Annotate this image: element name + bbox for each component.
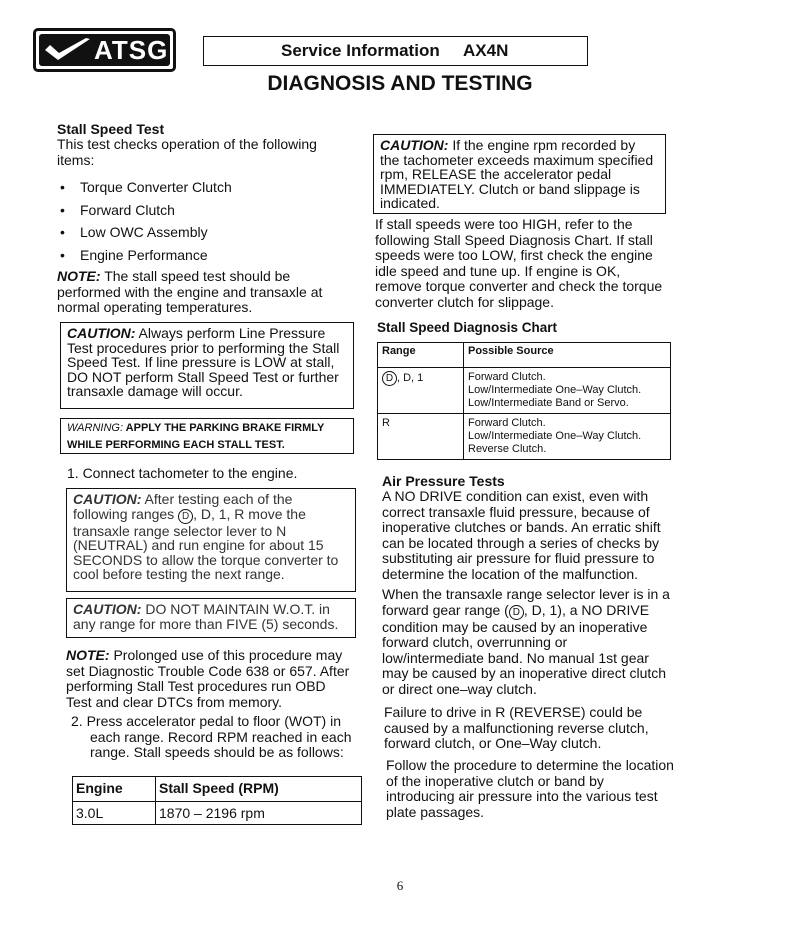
caution-label: CAUTION: xyxy=(73,601,142,617)
drive-range-circle-icon: D xyxy=(509,605,524,620)
air-pressure-heading: Air Pressure Tests xyxy=(382,473,505,489)
table-header: Stall Speed (RPM) xyxy=(156,777,362,802)
page-title: DIAGNOSIS AND TESTING xyxy=(267,72,533,95)
note-dtc: NOTE: Prolonged use of this procedure may set Diagnostic Trouble Code 638 or 657. After performing Stall Test procedures run OBD Test and clear DTCs from memory. xyxy=(66,647,350,710)
note-label: NOTE: xyxy=(57,268,101,284)
air-pressure-paragraph-1: A NO DRIVE condition can exist, even with correct transaxle fluid pressure, because of inoperative clutches or bands. An erratic shift can be located through a series of checks by substituting air pressure for fluid pressure to determine the location of the malfunction. xyxy=(382,488,661,582)
stall-speed-table xyxy=(72,776,362,825)
diagnosis-chart-title: Stall Speed Diagnosis Chart xyxy=(377,320,558,335)
model-label: AX4N xyxy=(463,41,509,60)
air-pressure-paragraph-3: Failure to drive in R (REVERSE) could be caused by a malfunctioning reverse clutch, forward clutch, or One–Way clutch. xyxy=(384,704,649,751)
table-header-row xyxy=(73,777,362,802)
warning-parking-brake-box: WARNING: APPLY THE PARKING BRAKE FIRMLY WHILE PERFORMING EACH STALL TEST. xyxy=(60,418,354,454)
drive-range-circle-icon: D xyxy=(382,371,397,386)
table-header-row xyxy=(378,343,671,368)
table-cell: D , D, 1 xyxy=(378,368,464,414)
service-label: Service Information xyxy=(281,41,440,60)
caution-line-pressure-box: CAUTION: Always perform Line Pressure Test procedures prior to performing the Stall Speed Test. If line pressure is LOW at stall, DO NOT perform Stall Speed Test or further transaxle damage will occur. xyxy=(60,322,354,409)
caution-label: CAUTION: xyxy=(380,137,449,153)
table-header: Range xyxy=(378,343,464,368)
checkmark-logo-icon xyxy=(42,36,94,66)
page-number: 6 xyxy=(396,878,404,893)
table-header: Possible Source xyxy=(464,343,671,368)
table-cell: 3.0L xyxy=(73,802,156,825)
table-cell: 1870 – 2196 rpm xyxy=(156,802,362,825)
air-pressure-paragraph-4: Follow the procedure to determine the location of the inoperative clutch or band by introducing air pressure into the various test plate passages. xyxy=(386,757,674,820)
table-row xyxy=(73,802,362,825)
warning-label: WARNING: xyxy=(67,422,124,434)
table-cell: R xyxy=(378,414,464,460)
caution-label: CAUTION: xyxy=(73,491,142,507)
stall-speed-test-heading: Stall Speed Test xyxy=(57,121,165,137)
air-pressure-paragraph-2: When the transaxle range selector lever is in a forward gear range ( D , D, 1), a NO DRIVE condition may be caused by an inoperative forward clutch, overrunning or low/intermediate band. No manual 1st gear may be caused by an inoperative direct clutch or direct one–way clutch. xyxy=(382,586,670,697)
caution-ranges-box: CAUTION: After testing each of the following ranges D , D, 1, R move the transaxle range selector lever to N (NEUTRAL) and run engine for about 15 SECONDS to allow the torque converter to cool before testing the next range. xyxy=(66,488,356,592)
caution-label: CAUTION: xyxy=(67,325,136,341)
stall-intro xyxy=(57,137,317,168)
caution-rpm-box: CAUTION: If the engine rpm recorded by the tachometer exceeds maximum specified rpm, RELEASE the accelerator pedal IMMEDIATELY. Clutch or band slippage is indicated. xyxy=(373,134,666,214)
stall-diagnosis-table xyxy=(377,342,671,460)
note-label: NOTE: xyxy=(66,647,110,663)
table-row xyxy=(378,414,671,460)
table-cell: Forward Clutch. Low/Intermediate One–Way Clutch. Reverse Clutch. xyxy=(464,414,671,460)
stall-high-low-paragraph: If stall speeds were too HIGH, refer to the following Stall Speed Diagnosis Chart. If stall speeds were too LOW, first check the engine idle speed and tune up. If engine is OK, remove torque converter and check the torque converter clutch for slippage. xyxy=(375,216,663,310)
drive-range-circle-icon: D xyxy=(178,509,193,524)
logo-text: ATSG xyxy=(94,35,169,65)
table-header: Engine xyxy=(73,777,156,802)
step-2: 2. Press accelerator pedal to floor (WOT) in each range. Record RPM reached in each range. Stall speeds should be as follows: xyxy=(71,713,352,760)
atsg-logo xyxy=(33,28,176,72)
caution-wot-box: CAUTION: DO NOT MAINTAIN W.O.T. in any range for more than FIVE (5) seconds. xyxy=(66,598,356,638)
intro-line: This test checks operation of the following xyxy=(57,136,317,152)
intro-line: items: xyxy=(57,151,95,168)
step-1: 1. Connect tachometer to the engine. xyxy=(67,465,298,481)
service-info-box xyxy=(203,36,588,66)
table-row xyxy=(378,368,671,414)
table-cell: Forward Clutch. Low/Intermediate One–Way Clutch. Low/Intermediate Band or Servo. xyxy=(464,368,671,414)
note-stall-temp: NOTE: The stall speed test should be performed with the engine and transaxle at normal operating temperatures. xyxy=(57,268,323,315)
